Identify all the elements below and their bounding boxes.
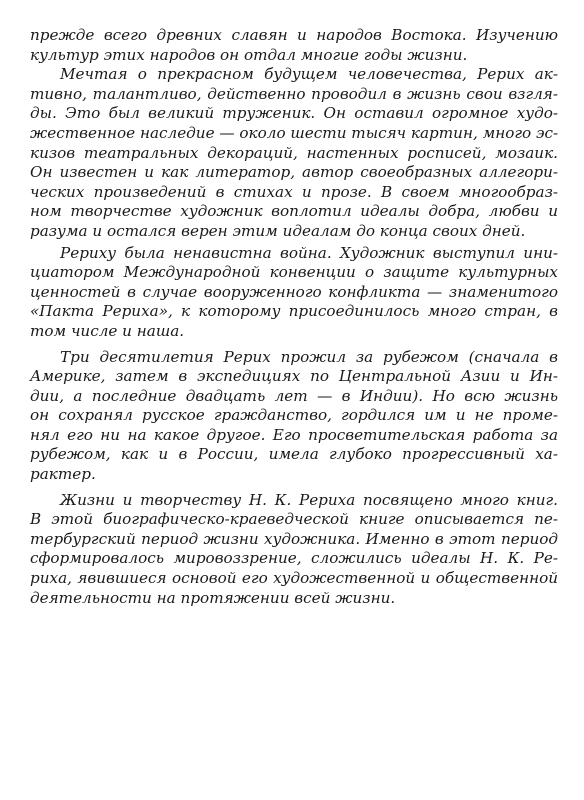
text-line: Жизни и творчеству Н. К. Рериха посвящено много книг. <box>60 490 558 509</box>
text-line: том числе и наша. <box>30 321 185 340</box>
text-line: «Пакта Рериха», к которому присоединилось много стран, в <box>30 302 558 321</box>
paragraph <box>30 244 558 342</box>
text-line: циатором Международной конвенции о защите культурных <box>30 263 558 282</box>
paragraph <box>30 491 558 609</box>
text-line: нял его ни на какое другое. Его просветительская работа за <box>30 425 558 444</box>
text-line: Мечтая о прекрасном будущем человечества, Рерих ак- <box>60 65 558 84</box>
text-line: сформировалось мировоззрение, сложились идеалы Н. К. Ре- <box>30 549 558 568</box>
paragraph <box>30 65 558 241</box>
text-line: ном творчестве художник воплотил идеалы добра, любви и <box>30 202 558 221</box>
paragraph <box>30 348 558 485</box>
text-line: ческих произведений в стихах и прозе. В своем многообраз- <box>30 182 558 201</box>
paragraph <box>30 26 558 65</box>
text-line: ды. Это был великий труженик. Он оставил огромное худо- <box>30 104 558 123</box>
text-line: рактер. <box>30 465 96 484</box>
text-line: разума и остался верен этим идеалам до конца своих дней. <box>30 221 526 240</box>
text-line: В этой биографическо-краеведческой книге описывается пе- <box>30 510 558 529</box>
text-line: Он известен и как литератор, автор своеобразных аллегори- <box>30 163 558 182</box>
text-line: рубежом, как и в России, имела глубоко прогрессивный ха- <box>30 445 558 464</box>
text-line: ценностей в случае вооруженного конфликта — знаменитого <box>30 282 558 301</box>
text-line-wrap: риха, явившиеся основой его художественной и общественной деятельности на протяжении всей жизни. <box>30 569 558 607</box>
text-line: он сохранял русское гражданство, гордился им и не проме- <box>30 406 558 425</box>
text-line: тербургский период жизни художника. Именно в этот период <box>30 529 558 548</box>
text-line: Америке, затем в экспедициях по Центральной Азии и Ин- <box>30 367 558 386</box>
text-line: кизов театральных декораций, настенных росписей, мозаик. <box>30 143 558 162</box>
text-line: тивно, талантливо, действенно проводил в жизнь свои взгля- <box>30 84 558 103</box>
text-line: Три десятилетия Рерих прожил за рубежом (сначала в <box>60 347 558 366</box>
body-text <box>30 26 558 608</box>
text-line: прежде всего древних славян и народов Востока. Изучению <box>30 26 558 44</box>
text-line: жественное наследие — около шести тысяч картин, много эс- <box>30 123 559 142</box>
text-line: Рериху была ненавистна война. Художник выступил ини- <box>60 243 558 262</box>
text-line: культур этих народов он отдал многие годы жизни. <box>30 45 468 64</box>
text-line: дии, а последние двадцать лет — в Индии). Но всю жизнь <box>30 386 558 405</box>
